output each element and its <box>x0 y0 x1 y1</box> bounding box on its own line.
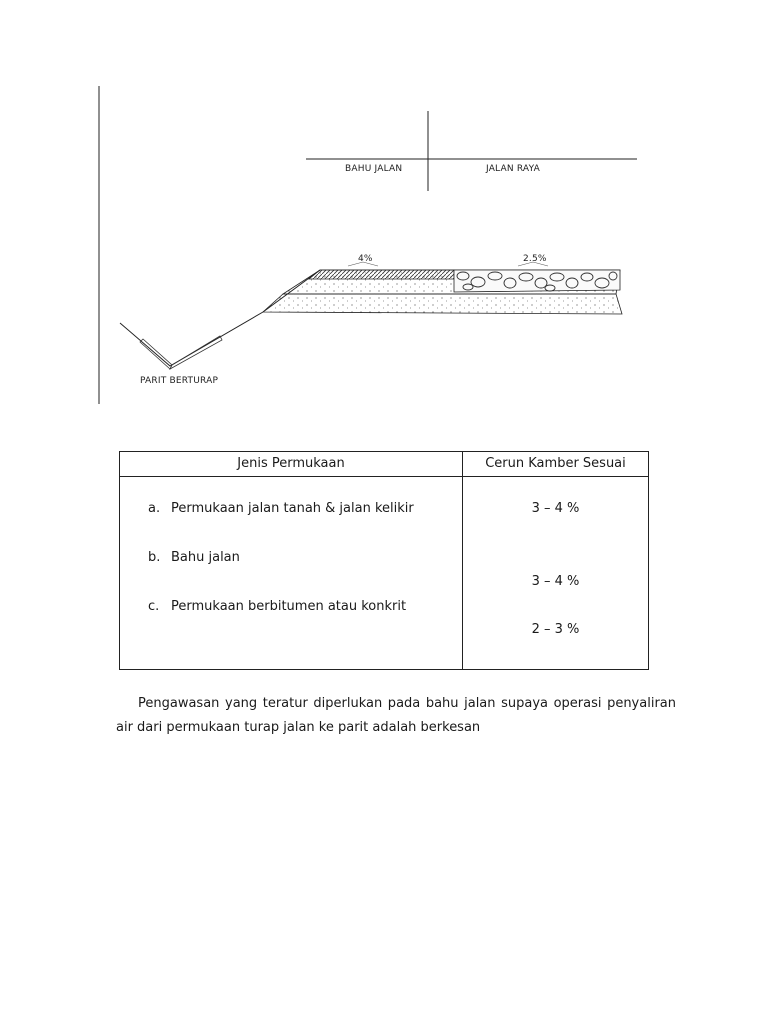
body-paragraph: Pengawasan yang teratur diperlukan pada bahu jalan supaya operasi penyaliran air dari permukaan turap jalan ke parit adalah berkesan <box>116 696 676 735</box>
list-item: b. Bahu jalan <box>148 550 240 565</box>
shoulder-label: BAHU JALAN <box>345 164 403 174</box>
header-surface-type: Jenis Permukaan <box>120 452 463 477</box>
list-item: c. Permukaan berbitumen atau konkrit <box>148 599 407 614</box>
camber-values-cell <box>463 477 649 670</box>
cross-section-drawing <box>98 86 650 406</box>
list-item: a. Permukaan jalan tanah & jalan kelikir <box>148 501 414 516</box>
road-label: JALAN RAYA <box>486 164 540 174</box>
ditch-label: PARIT BERTURAP <box>140 376 219 386</box>
shoulder-slope-label: 4% <box>358 254 373 264</box>
table-row <box>120 477 649 670</box>
surface-types-cell <box>120 477 463 670</box>
road-cross-section-figure <box>98 86 650 406</box>
camber-value: 2 – 3 % <box>531 622 580 637</box>
camber-value: 3 – 4 % <box>531 501 580 516</box>
table-header-row <box>120 452 649 477</box>
camber-slope-table <box>119 451 649 670</box>
header-camber-slope: Cerun Kamber Sesuai <box>463 452 649 477</box>
road-slope-label: 2.5% <box>523 254 547 264</box>
camber-value: 3 – 4 % <box>531 574 580 589</box>
